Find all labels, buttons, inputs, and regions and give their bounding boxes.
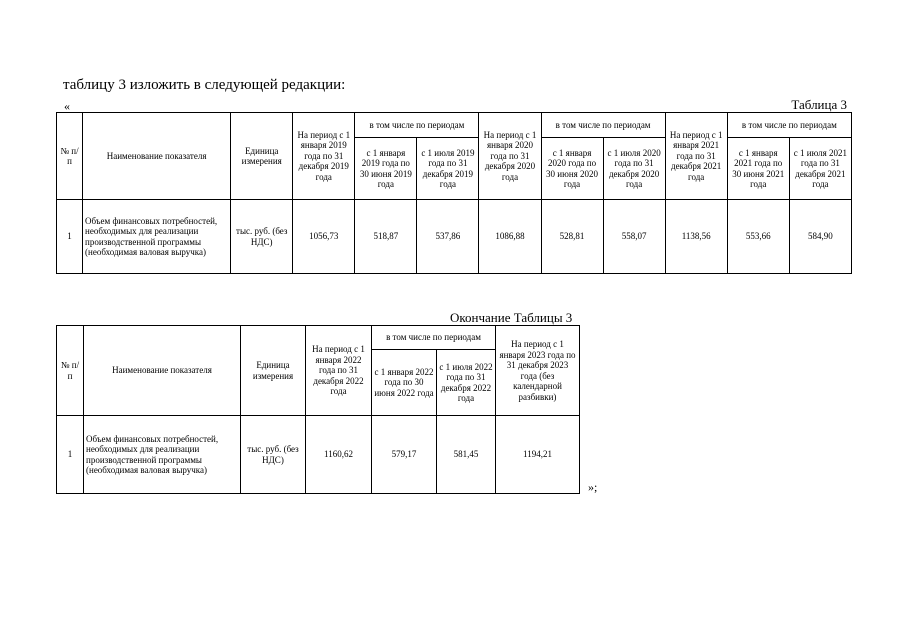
header-2022: На период с 1 января 2022 года по 31 декабря 2022 года [306,326,372,416]
header-unit: Единица измерения [231,113,293,200]
cell-2020-h2: 558,07 [603,200,665,274]
cell-name: Объем финансовых потребностей, необходимых для реализации производственной программы (необходимая валовая выручка) [83,200,231,274]
header-name: Наименование показателя [84,326,241,416]
header-num: № п/п [57,113,83,200]
table2-caption: Окончание Таблицы 3 [450,310,573,325]
cell-2022-h1: 579,17 [372,416,437,494]
header-2019-h1: с 1 января 2019 года по 30 июня 2019 года [355,138,417,200]
close-quote: »; [588,480,598,494]
header-2023: На период с 1 января 2023 года по 31 декабря 2023 года (без календарной разбивки) [496,326,580,416]
header-2022-group: в том числе по периодам [372,326,496,350]
intro-text: таблицу 3 изложить в следующей редакции: [63,77,346,93]
cell-name: Объем финансовых потребностей, необходимых для реализации производственной программы (необходимая валовая выручка) [84,416,241,494]
cell-2019-h2: 537,86 [417,200,479,274]
table-row [57,416,580,494]
header-2022-h2: с 1 июля 2022 года по 31 декабря 2022 года [437,350,496,416]
open-quote: « [64,99,70,113]
cell-num: 1 [57,200,83,274]
cell-2019: 1056,73 [293,200,355,274]
header-name: Наименование показателя [83,113,231,200]
header-2021-group: в том числе по периодам [727,113,851,138]
cell-2021-h2: 584,90 [789,200,851,274]
cell-2019-h1: 518,87 [355,200,417,274]
header-unit: Единица измерения [241,326,306,416]
table-row [57,200,852,274]
cell-2022-h2: 581,45 [437,416,496,494]
header-2021: На период с 1 января 2021 года по 31 декабря 2021 года [665,113,727,200]
cell-unit: тыс. руб. (без НДС) [241,416,306,494]
header-2022-h1: с 1 января 2022 года по 30 июня 2022 года [372,350,437,416]
cell-num: 1 [57,416,84,494]
cell-2020-h1: 528,81 [541,200,603,274]
header-2020-h2: с 1 июля 2020 года по 31 декабря 2020 года [603,138,665,200]
table-3 [56,112,852,274]
cell-2022: 1160,62 [306,416,372,494]
cell-2020: 1086,88 [479,200,541,274]
cell-2021-h1: 553,66 [727,200,789,274]
table-3-end [56,325,580,494]
table1-caption: Таблица 3 [791,97,847,112]
header-2020-group: в том числе по периодам [541,113,665,138]
header-2019-group: в том числе по периодам [355,113,479,138]
header-2020-h1: с 1 января 2020 года по 30 июня 2020 года [541,138,603,200]
header-num: № п/п [57,326,84,416]
header-2019: На период с 1 января 2019 года по 31 декабря 2019 года [293,113,355,200]
header-2021-h2: с 1 июля 2021 года по 31 декабря 2021 года [789,138,851,200]
cell-2021: 1138,56 [665,200,727,274]
header-2020: На период с 1 января 2020 года по 31 декабря 2020 года [479,113,541,200]
cell-2023: 1194,21 [496,416,580,494]
header-2019-h2: с 1 июля 2019 года по 31 декабря 2019 года [417,138,479,200]
cell-unit: тыс. руб. (без НДС) [231,200,293,274]
header-2021-h1: с 1 января 2021 года по 30 июня 2021 года [727,138,789,200]
